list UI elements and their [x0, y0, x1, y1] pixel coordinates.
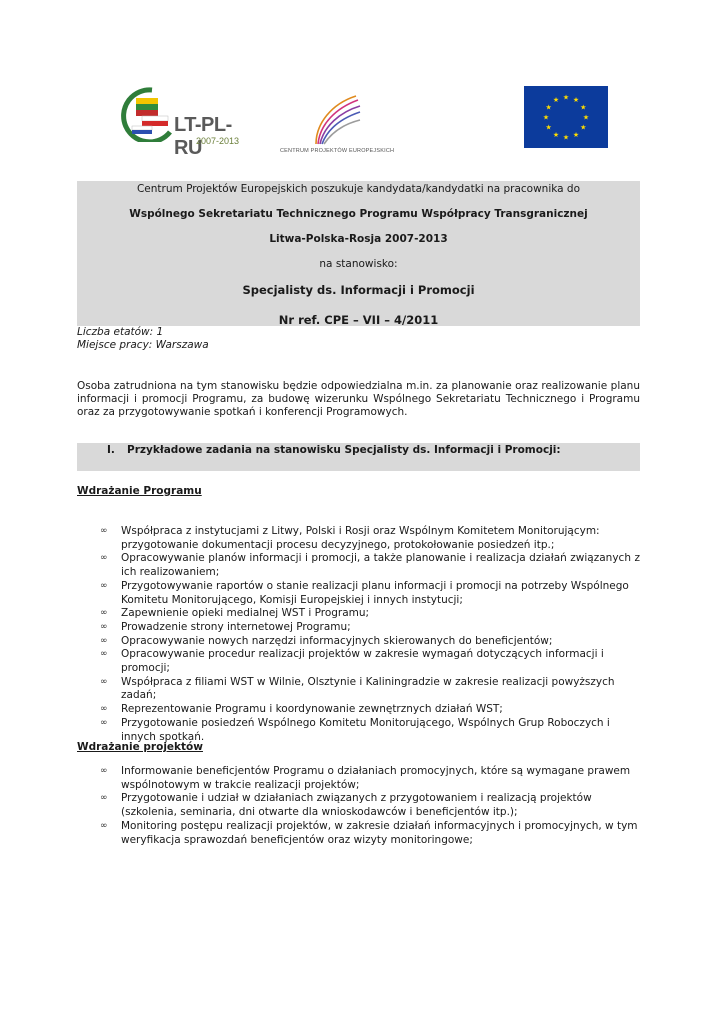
eu-star-icon: ★ [582, 113, 590, 122]
lt-pl-ru-logo [118, 84, 248, 159]
subheading-wdrazanie-projektow: Wdrażanie projektów [77, 741, 203, 753]
bullet-icon: ∞ [100, 704, 108, 715]
eu-flag-icon [524, 86, 608, 148]
eu-star-icon: ★ [542, 113, 550, 122]
bullet-icon: ∞ [100, 717, 108, 728]
logo-row [0, 84, 724, 164]
project-task-list [100, 765, 640, 847]
header-intro-line: Centrum Projektów Europejskich poszukuje kandydata/kandydatki na pracownika do [136, 183, 581, 195]
section-tasks-header [77, 443, 640, 471]
header-position-label: na stanowisko: [319, 258, 398, 270]
header-position-title: Specjalisty ds. Informacji i Promocji [242, 283, 475, 297]
eu-star-icon: ★ [552, 96, 560, 105]
eu-star-icon: ★ [552, 130, 560, 139]
eu-star-icon: ★ [545, 103, 552, 112]
bullet-icon: ∞ [100, 793, 108, 804]
list-item: ∞ Reprezentowanie Programu i koordynowanie zewnętrznych działań WST; [100, 703, 503, 716]
bullet-icon: ∞ [100, 621, 108, 632]
list-item: ∞ Monitoring postępu realizacji projektów, w zakresie działań informacyjnych i promocyjnych, w tym weryfikacja sprawozdań beneficjentów oraz wizyty monitoringowe; [100, 819, 638, 846]
list-item: ∞ Opracowywanie planów informacji i promocji, a także planowanie i realizacja działań związanych z ich realizowaniem; [100, 552, 640, 579]
subheading-wdrazanie-programu: Wdrażanie Programu [77, 485, 202, 497]
header-secretariat-line: Wspólnego Sekretariatu Technicznego Programu Współpracy Transgranicznej [129, 208, 588, 220]
header-program-line: Litwa-Polska-Rosja 2007-2013 [269, 233, 448, 245]
bullet-icon: ∞ [100, 608, 108, 619]
bullet-icon: ∞ [100, 635, 108, 646]
bullet-icon: ∞ [100, 820, 108, 831]
list-item: ∞ Opracowywanie procedur realizacji projektów w zakresie wymagań dotyczących informacji i promocji; [100, 648, 604, 675]
list-item: ∞ Przygotowanie i udział w działaniach związanych z przygotowaniem i realizacją projektów (szkolenia, seminaria, dni otwarte dla wnioskodawców i beneficjentów itp.); [100, 792, 592, 819]
section-title: Przykładowe zadania na stanowisku Specjalisty ds. Informacji i Promocji: [127, 444, 561, 456]
lt-pl-ru-emblem-icon [118, 86, 182, 142]
eu-star-icon: ★ [572, 130, 580, 139]
list-item: ∞ Prowadzenie strony internetowej Programu; [100, 620, 351, 633]
eu-star-icon: ★ [562, 93, 570, 102]
list-item: ∞ Przygotowanie posiedzeń Wspólnego Komitetu Monitorującego, Wspólnych Grup Roboczych i innych spotkań. [100, 716, 610, 743]
header-ref-number: Nr ref. CPE – VII – 4/2011 [278, 313, 439, 327]
list-item: ∞ Współpraca z instytucjami z Litwy, Polski i Rosji oraz Wspólnym Komitetem Monitorującym: przygotowanie dokumentacji procesu decyzyjnego, protokołowanie posiedzeń itp.; [100, 525, 600, 551]
bullet-icon: ∞ [100, 649, 108, 660]
eu-star-icon: ★ [580, 103, 587, 112]
lt-pl-ru-logo-years: 2007-2013 [196, 136, 240, 146]
cpe-logo-caption: CENTRUM PROJEKTÓW EUROPEJSKICH [280, 148, 395, 154]
intro-paragraph: Osoba zatrudniona na tym stanowisku będzie odpowiedzialna m.in. za planowanie oraz realizowanie planu informacji i promocji Programu, za budowę wizerunku Wspólnego Sekretariatu Technicznego i Programu oraz za przygotowywanie spotkań i konferencji Programowych. [77, 380, 640, 418]
job-header-box [77, 181, 640, 326]
program-task-list [100, 525, 640, 744]
eu-star-icon: ★ [580, 123, 587, 132]
bullet-icon: ∞ [100, 766, 108, 776]
list-item: ∞ Przygotowywanie raportów o stanie realizacji planu informacji i promocji na potrzeby Wspólnego Komitetu Monitorującego, Komisji Europejskiej i innych instytucji; [100, 579, 629, 606]
list-item: ∞ Zapewnienie opieki medialnej WST i Programu; [100, 607, 370, 620]
bullet-icon: ∞ [100, 526, 108, 536]
workplace-line: Miejsce pracy: Warszawa [77, 339, 209, 351]
bullet-icon: ∞ [100, 580, 108, 591]
lt-pl-ru-logo-text: LT-PL-RU [174, 114, 232, 159]
etaty-line: Liczba etatów: 1 [77, 326, 164, 338]
eu-star-icon: ★ [562, 133, 570, 142]
eu-star-icon: ★ [572, 96, 580, 105]
cpe-swoosh-icon [276, 94, 386, 146]
eu-flag [524, 86, 608, 148]
section-number: I. [107, 444, 115, 456]
eu-star-icon: ★ [545, 123, 552, 132]
bullet-icon: ∞ [100, 676, 108, 687]
cpe-logo [276, 94, 396, 154]
list-item: ∞ Informowanie beneficjentów Programu o działaniach promocyjnych, które są wymagane prawem wspólnotowym w trakcie realizacji projektów; [100, 765, 631, 791]
list-item: ∞ Współpraca z filiami WST w Wilnie, Olsztynie i Kaliningradzie w zakresie realizacji powyższych zadań; [100, 675, 615, 702]
list-item: ∞ Opracowywanie nowych narzędzi informacyjnych skierowanych do beneficjentów; [100, 634, 553, 647]
bullet-icon: ∞ [100, 553, 108, 564]
